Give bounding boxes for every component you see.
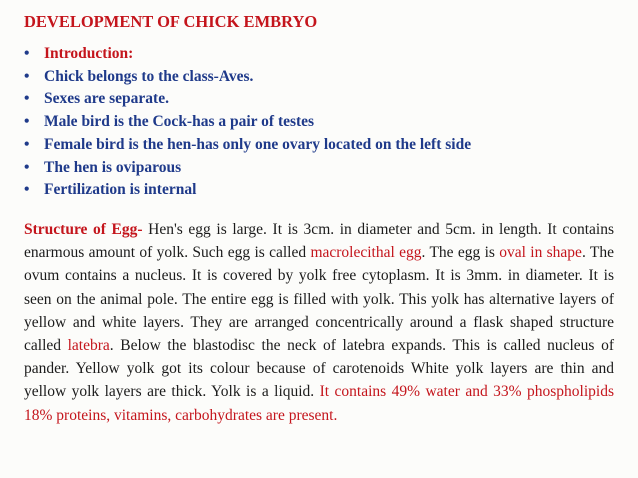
highlight-macrolecithal: macrolecithal egg — [310, 244, 422, 262]
structure-text: Hen's egg is large. It is 3cm. in diameter and 5cm. in length. It contains enarmous amount of yolk. Such egg is called — [24, 220, 614, 262]
slide-title: DEVELOPMENT OF CHICK EMBRYO — [24, 12, 318, 31]
highlight-composition: It contains 49% water and 33% phospholipids 18% proteins, vitamins, carbohydrates are present. — [24, 383, 614, 424]
bullet-item: • Sexes are separate. — [24, 88, 614, 111]
structure-text: . The egg is — [421, 244, 500, 262]
bullet-dot-icon: • — [24, 181, 30, 199]
bullet-dot-icon: • — [24, 67, 30, 85]
structure-of-egg-paragraph — [24, 218, 614, 427]
bullet-dot-icon: • — [24, 158, 30, 176]
bullet-item: • Male bird is the Cock-has a pair of testes — [24, 111, 614, 134]
bullet-item: • Fertilization is internal — [24, 179, 614, 202]
intro-bullet-list — [24, 43, 614, 202]
structure-text: . Below the blastodisc the neck of latebra expands. This is called nucleus of pander. Yellow yolk got its colour because of carotenoids White yolk layers are thin and yellow yolk layers are thick. Yolk is a liquid. — [24, 336, 614, 401]
highlight-latebra: latebra — [67, 336, 110, 354]
bullet-item: • Female bird is the hen-has only one ovary located on the left side — [24, 134, 614, 157]
bullet-dot-icon: • — [24, 90, 30, 108]
bullet-dot-icon: • — [24, 135, 30, 153]
structure-heading: Structure of Egg- — [24, 220, 143, 238]
bullet-dot-icon: • — [24, 113, 30, 131]
bullet-dot-icon: • — [24, 45, 30, 62]
structure-text: . The ovum contains a nucleus. It is covered by yolk free cytoplasm. It is 3mm. in diameter. It is seen on the animal pole. The entire egg is filled with yolk. This yolk has alternative layers of yellow and white layers. They are arranged concentrically around a flask shaped structure called — [24, 244, 614, 354]
bullet-item: • The hen is oviparous — [24, 157, 614, 180]
bullet-item: • Introduction: — [24, 43, 614, 66]
bullet-item: • Chick belongs to the class-Aves. — [24, 66, 614, 89]
highlight-oval-shape: oval in shape — [499, 244, 582, 262]
